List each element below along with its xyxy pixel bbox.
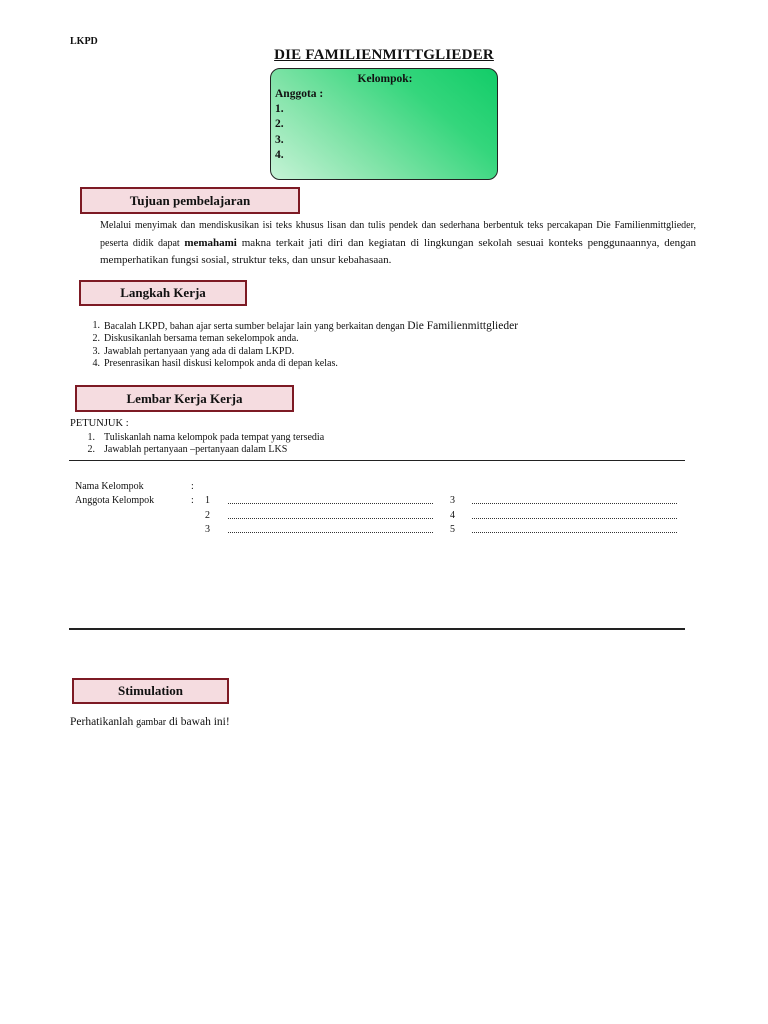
lembar-heading-box <box>75 385 294 412</box>
member-line: 2. <box>275 118 284 130</box>
group-info-box <box>270 68 498 180</box>
list-text: Presenrasikan hasil diskusi kelompok anda di depan kelas. <box>104 358 338 369</box>
colon: : <box>191 495 194 506</box>
tujuan-heading-box <box>80 187 300 214</box>
step-text: Bacalah LKPD, bahan ajar serta sumber belajar lain yang berkaitan dengan <box>104 321 408 332</box>
stimulation-heading-box <box>72 678 229 704</box>
member-blank-line[interactable] <box>228 532 433 533</box>
step-emphasis: Die Familienmittglieder <box>407 320 519 332</box>
member-number: 4 <box>450 510 455 521</box>
list-text: Jawablah pertanyaan –pertanyaan dalam LKS <box>104 444 288 455</box>
divider-top <box>69 460 685 461</box>
members-label: Anggota : <box>275 88 324 100</box>
tujuan-text-part: Melalui menyimak dan mendiskusikan isi teks khusus lisan dan tulis pendek dan sederhana berbentuk teks percakapan Die Familienmittglieder, peserta didik dapat <box>100 220 696 249</box>
instruction-text: Perhatikanlah <box>70 716 137 728</box>
member-blank-line[interactable] <box>472 532 677 533</box>
stimulation-instruction <box>70 716 230 728</box>
langkah-list <box>82 320 682 372</box>
divider-bottom <box>69 628 685 630</box>
langkah-heading-box <box>79 280 247 306</box>
colon: : <box>191 481 194 492</box>
list-number: 2. <box>87 444 95 455</box>
list-text: Jawablah pertanyaan yang ada di dalam LKPD. <box>104 346 295 357</box>
tujuan-heading: Tujuan pembelajaran <box>129 192 251 208</box>
member-blank-line[interactable] <box>472 518 677 519</box>
page-title: DIE FAMILIENMITTGLIEDER <box>274 47 494 63</box>
instruction-text-small: gambar <box>136 717 167 728</box>
lkpd-label: LKPD <box>70 36 98 47</box>
instruction-text: di bawah ini! <box>166 716 230 728</box>
lembar-heading: Lembar Kerja Kerja <box>126 390 243 406</box>
member-number: 1 <box>205 495 210 506</box>
list-text: Diskusikanlah bersama teman sekelompok anda. <box>104 333 299 344</box>
member-blank-line[interactable] <box>228 518 433 519</box>
list-number: 3. <box>92 346 100 357</box>
group-heading: Kelompok: <box>357 73 413 85</box>
member-line: 4. <box>275 149 284 161</box>
member-blank-line[interactable] <box>228 503 433 504</box>
anggota-kelompok-label: Anggota Kelompok <box>75 495 155 506</box>
list-number: 1. <box>92 320 100 331</box>
list-number: 4. <box>92 358 100 369</box>
petunjuk-list <box>77 432 677 458</box>
nama-kelompok-label: Nama Kelompok <box>75 481 144 492</box>
list-text <box>104 320 518 334</box>
list-number: 2. <box>92 333 100 344</box>
member-number: 3 <box>450 495 455 506</box>
member-blank-line[interactable] <box>472 503 677 504</box>
petunjuk-label: PETUNJUK : <box>70 418 129 429</box>
list-number: 1. <box>87 432 95 443</box>
member-line: 3. <box>275 134 284 146</box>
tujuan-paragraph <box>100 217 696 269</box>
member-number: 3 <box>205 524 210 535</box>
member-number: 5 <box>450 524 455 535</box>
member-line: 1. <box>275 103 284 115</box>
langkah-heading: Langkah Kerja <box>120 285 206 300</box>
stimulation-heading: Stimulation <box>117 683 183 698</box>
tujuan-text-part: makna terkait jati diri dan kegiatan di lingkungan sekolah sesuai konteks penggunaannya, dengan memperhatikan fungsi sosial, struktur teks, dan unsur kebahasaan. <box>100 236 696 266</box>
list-text: Tuliskanlah nama kelompok pada tempat yang tersedia <box>104 432 325 443</box>
tujuan-bold-word: memahami <box>184 236 237 249</box>
member-number: 2 <box>205 510 210 521</box>
